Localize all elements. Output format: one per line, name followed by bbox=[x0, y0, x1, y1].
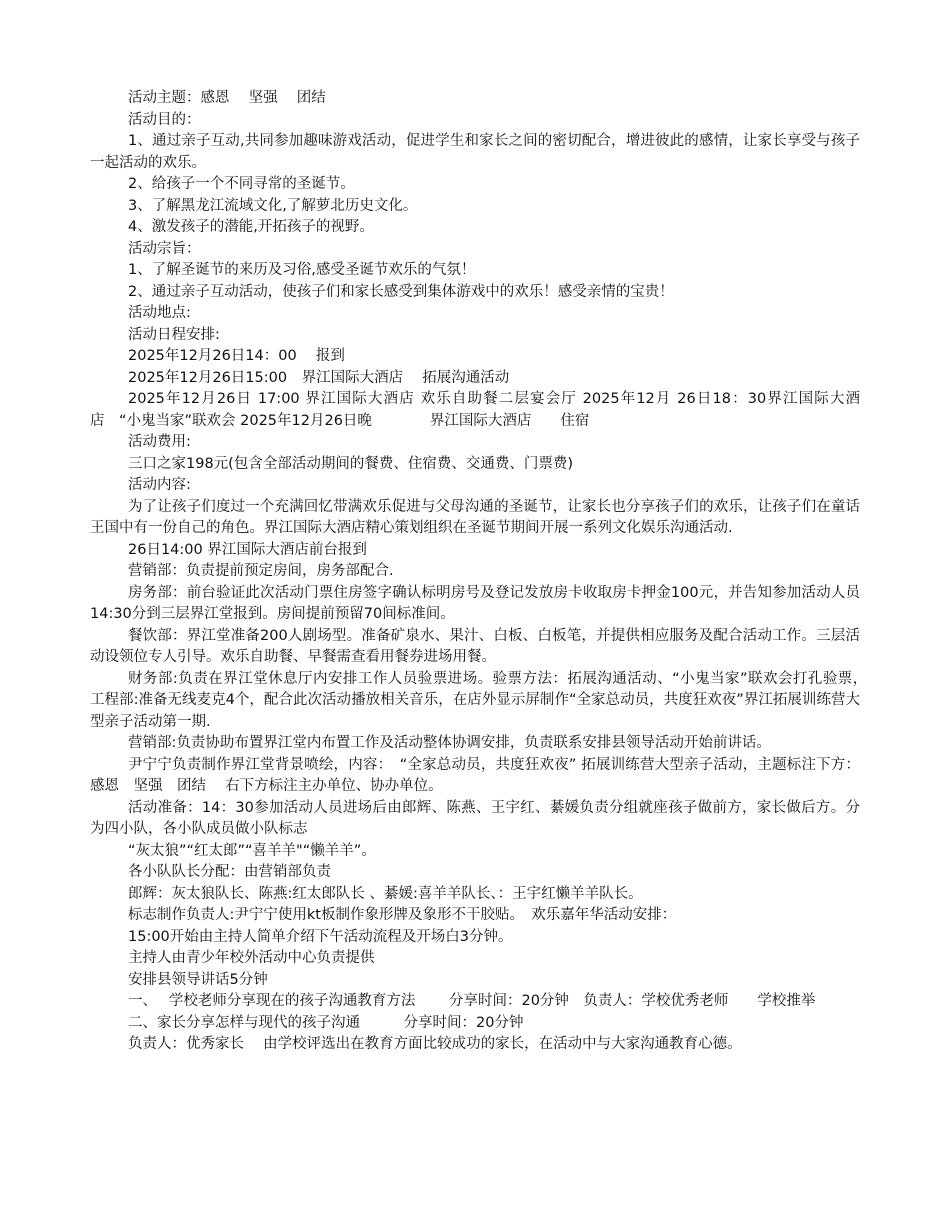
tenet-item-1: 1、了解圣诞节的来历及习俗,感受圣诞节欢乐的气氛！ bbox=[128, 262, 476, 278]
leader-speech-line: 安排县领导讲话5分钟 bbox=[128, 971, 268, 988]
sales-dept-line: 营销部：负责提前预定房间，房务部配合. bbox=[128, 563, 394, 579]
opening-line: 15:00开始由主持人简单介绍下午活动流程及开场白3分钟。 bbox=[128, 928, 513, 945]
team-leaders-line: 郎辉：灰太狼队长、陈燕:红太郎队长 、綦媛:喜羊羊队长、：王宇红懒羊羊队长。 bbox=[128, 885, 643, 902]
parent-owner-line: 负责人：优秀家长 由学校评选出在教育方面比较成功的家长，在活动中与大家沟通教育心德。 bbox=[128, 1036, 742, 1052]
housekeeping-dept-para: 房务部：前台验证此次活动门票住房签字确认标明房号及登记发放房卡收取房卡押金100元，并告知参加活动人员14:30分到三层界江堂报到。房间提前预留70间标准间。 bbox=[90, 584, 860, 622]
backdrop-para: 尹宁宁负责制作界江堂背景喷绘，内容： “全家总动员，共度狂欢夜” 拓展训练营大型亲子活动，主题标注下方：感恩 坚强 团结 右下方标注主办单位、协办单位。 bbox=[90, 756, 860, 794]
content-intro: 为了让孩子们度过一个充满回忆带满欢乐促进与父母沟通的圣诞节，让家长也分享孩子们的欢乐，让孩子们在童话王国中有一份自己的角色。界江国际大酒店精心策划组织在圣诞节期间开展一系列文化娱乐沟通活动. bbox=[90, 498, 860, 536]
host-line: 主持人由青少年校外活动中心负责提供 bbox=[128, 950, 375, 966]
preparation-para: 活动准备：14：30参加活动人员进场后由郎辉、陈燕、王宇红、綦媛负责分组就座孩子做前方，家长做后方。分为四小队，各小队成员做小队标志 bbox=[90, 799, 860, 837]
team-leader-heading: 各小队队长分配：由营销部负责 bbox=[128, 864, 331, 880]
teacher-share-para: 一、 学校老师分享现在的孩子沟通教育方法 分享时间：20分钟 负责人：学校优秀老师 学校推举 bbox=[128, 993, 816, 1009]
fee-heading: 活动费用: bbox=[128, 434, 191, 450]
theme-line: 活动主题：感恩 坚强 团结 bbox=[128, 90, 326, 106]
document-body bbox=[90, 88, 875, 1056]
purpose-item-1: 1、通过亲子互动,共同参加趣味游戏活动，促进学生和家长之间的密切配合，增进彼此的感情，让家长享受与孩子一起活动的欢乐。 bbox=[90, 133, 860, 171]
schedule-item-2: 2025年12月26日15:00 界江国际大酒店 拓展沟通活动 bbox=[128, 369, 510, 386]
parent-share-line: 二、家长分享怎样与现代的孩子沟通 分享时间：20分钟 bbox=[128, 1014, 524, 1031]
checkin-line: 26日14:00 界江国际大酒店前台报到 bbox=[128, 541, 367, 558]
team-names-line: “灰太狼”“红太郎”“喜羊羊"“懒羊羊”。 bbox=[128, 842, 376, 859]
content-heading: 活动内容: bbox=[128, 477, 191, 493]
purpose-item-3: 3、了解黑龙江流域文化,了解萝北历史文化。 bbox=[128, 197, 418, 214]
tenet-heading: 活动宗旨： bbox=[128, 240, 201, 257]
schedule-item-3: 2025年12月26日 17:00 界江国际大酒店 欢乐自助餐二层宴会厅 2025年12月 26日18：30界江国际大酒店 “小鬼当家”联欢会 2025年12月26日晚 界江国际大酒店 住宿 bbox=[90, 391, 860, 429]
catering-dept-para: 餐饮部：界江堂准备200人剧场型。准备矿泉水、果汁、白板、白板笔，并提供相应服务及配合活动工作。三层活动设领位专人引导。欢乐自助餐、早餐需查看用餐券进场用餐。 bbox=[90, 627, 860, 665]
schedule-item-1: 2025年12月26日14：00 报到 bbox=[128, 348, 345, 364]
purpose-item-2: 2、给孩子一个不同寻常的圣诞节。 bbox=[128, 176, 355, 192]
finance-dept-para: 财务部:负责在界江堂休息厅内安排工作人员验票进场。验票方法：拓展沟通活动、“小鬼当家”联欢会打孔验票， 工程部:准备无线麦克4个，配合此次活动播放相关音乐，在店外显示屏制作“全家总动员，共度狂欢夜”界江拓展训练营大型亲子活动第一期. bbox=[90, 670, 875, 730]
fee-detail: 三口之家198元(包含全部活动期间的餐费、住宿费、交通费、门票费) bbox=[128, 455, 573, 472]
schedule-heading: 活动日程安排: bbox=[128, 326, 220, 343]
location-heading: 活动地点: bbox=[128, 305, 191, 321]
sign-maker-line: 标志制作负责人:尹宁宁使用kt板制作象形牌及象形不干胶贴。 欢乐嘉年华活动安排： bbox=[128, 907, 677, 923]
tenet-item-2: 2、通过亲子互动活动，使孩子们和家长感受到集体游戏中的欢乐！感受亲情的宝贵！ bbox=[128, 283, 674, 300]
purpose-item-4: 4、激发孩子的潜能,开拓孩子的视野。 bbox=[128, 219, 374, 235]
sales-dept-para: 营销部:负责协助布置界江堂内布置工作及活动整体协调安排，负责联系安排县领导活动开始前讲话。 bbox=[128, 735, 771, 751]
purpose-heading: 活动目的： bbox=[128, 111, 201, 128]
